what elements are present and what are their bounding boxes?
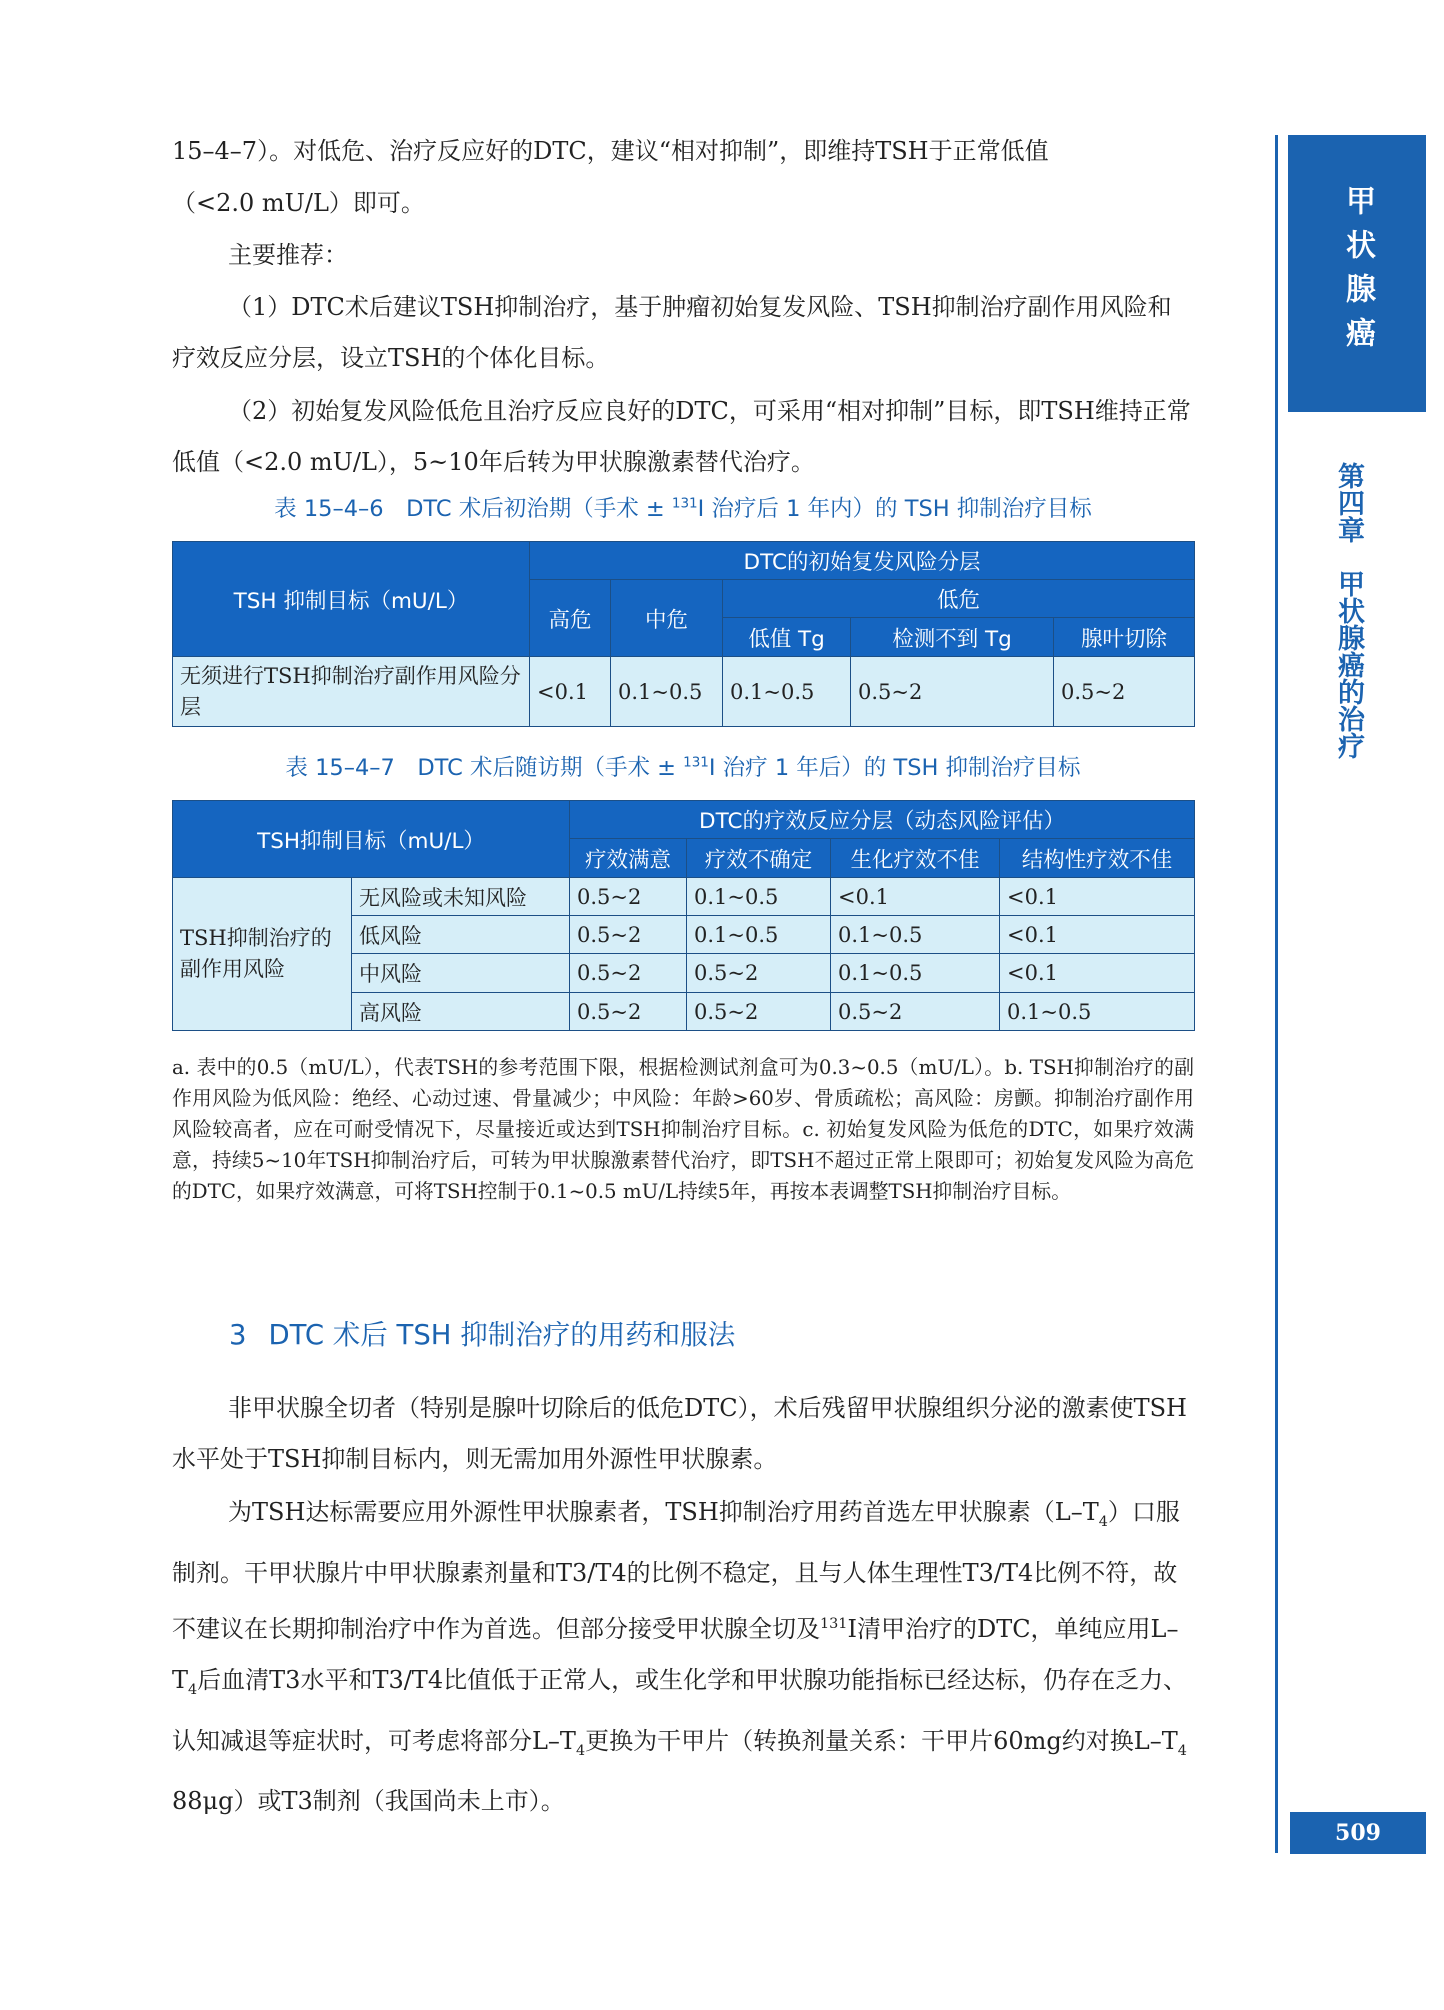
table-cell: <0.1: [831, 878, 1000, 916]
table-cell: 0.1~0.5: [1000, 993, 1195, 1031]
chapter-side-tab: [1288, 135, 1426, 412]
paragraph-1: 非甲状腺全切者（特别是腺叶切除后的低危DTC），术后残留甲状腺组织分泌的激素使TSH水平处于TSH抑制目标内，则无需加用外源性甲状腺素。: [172, 1394, 1187, 1473]
table-cell: 0.5~2: [831, 993, 1000, 1031]
intro-line-1: 15–4–7）。对低危、治疗反应好的DTC，建议“相对抑制”，即维持TSH于正常低值: [172, 137, 1049, 165]
table-cell: 0.1~0.5: [831, 954, 1000, 993]
table-cell: 0.1~0.5: [831, 916, 1000, 954]
table-cell: 0.5~2: [570, 878, 687, 916]
side-tab-title: 甲状腺癌: [1340, 185, 1375, 361]
table-7-target-header: TSH抑制目标（mU/L）: [173, 801, 570, 878]
table-6-caption: 表 15–4–6 DTC 术后初治期（手术 ± $^{131}$I 治疗后 1 年内）的 TSH 抑制治疗目标: [274, 495, 1092, 522]
table-6-row-label: 无须进行TSH抑制治疗副作用风险分层: [173, 657, 530, 727]
table-6-col-high: 高危: [530, 580, 611, 657]
table-cell: 0.5~2: [570, 916, 687, 954]
table-6: [172, 541, 1195, 727]
table-cell: <0.1: [530, 657, 611, 727]
table-cell: 0.1~0.5: [687, 878, 831, 916]
table-cell: 0.1~0.5: [687, 916, 831, 954]
table-7-row-label: 高风险: [352, 993, 570, 1031]
table-footnotes: a. 表中的0.5（mU/L），代表TSH的参考范围下限，根据检测试剂盒可为0.3~0.5（mU/L）。b. TSH抑制治疗的副作用风险为低风险：绝经、心动过速、骨量减少；中风险：年龄>60岁、骨质疏松；高风险：房颤。抑制治疗副作用风险较高者，应在可耐受情况下，尽量接近或达到TSH抑制治疗目标。c. 初始复发风险为低危的DTC，如果疗效满意，持续5~10年TSH抑制治疗后，可转为甲状腺激素替代治疗，即TSH不超过正常上限即可；初始复发风险为高危的DTC，如果疗效满意，可将TSH控制于0.1~0.5 mU/L持续5年，再按本表调整TSH抑制治疗目标。: [172, 1056, 1194, 1203]
recommendations-heading: 主要推荐：: [228, 241, 348, 269]
table-7-row-label: 无风险或未知风险: [352, 878, 570, 916]
table-cell: 0.5~2: [687, 993, 831, 1031]
table-cell: 0.5~2: [851, 657, 1054, 727]
section-number: 3: [229, 1319, 247, 1351]
table-7-row-label: 低风险: [352, 916, 570, 954]
table-cell: 0.5~2: [1054, 657, 1195, 727]
section-title: DTC 术后 TSH 抑制治疗的用药和服法: [268, 1319, 736, 1351]
table-6-sub-low-tg: 低值 Tg: [723, 618, 851, 657]
recommendation-1: （1）DTC术后建议TSH抑制治疗，基于肿瘤初始复发风险、TSH抑制治疗副作用风险和疗效反应分层，设立TSH的个体化目标。: [172, 293, 1172, 372]
section-3-heading: [229, 1312, 735, 1352]
table-cell: 0.5~2: [570, 993, 687, 1031]
chapter-running-title: 第四章 甲状腺癌的治疗: [1333, 462, 1364, 759]
table-7-row-group-label: TSH抑制治疗的副作用风险: [173, 878, 352, 1031]
table-cell: 0.5~2: [687, 954, 831, 993]
paragraph-2: 为TSH达标需要应用外源性甲状腺素者，TSH抑制治疗用药首选左甲状腺素$(L-T_4)$口服制剂。干甲状腺片中甲状腺素剂量和T3/T4的比例不稳定，且与人体生理性T3/T4比例不符，故不建议在长期抑制治疗中作为首选。但部分接受甲状腺全切及$^{131}$I清甲治疗的DTC，单纯应用$L-T_4$后血清T3水平和T3/T4比值低于正常人，或生化学和甲状腺功能指标已经达标，仍存在乏力、认知减退等症状时，可考虑将部分$L-T_4$更换为干甲片（转换剂量关系：干甲片60mg约对换$L-T_4$ 88μg）或T3制剂（我国尚未上市）。: [172, 1498, 1188, 1816]
table-7-caption: 表 15–4–7 DTC 术后随访期（手术 ± $^{131}$I 治疗 1 年后）的 TSH 抑制治疗目标: [285, 754, 1081, 781]
table-cell: 0.1~0.5: [723, 657, 851, 727]
table-6-sub-lobectomy: 腺叶切除: [1054, 618, 1195, 657]
table-cell: <0.1: [1000, 916, 1195, 954]
table-7-col-header: 疗效满意: [570, 839, 687, 878]
intro-line-2: （<2.0 mU/L）即可。: [172, 189, 425, 217]
table-cell: 0.5~2: [570, 954, 687, 993]
table-7-col-header: 结构性疗效不佳: [1000, 839, 1195, 878]
table-7-col-header: 生化疗效不佳: [831, 839, 1000, 878]
table-cell: <0.1: [1000, 954, 1195, 993]
table-6-col-mid: 中危: [611, 580, 723, 657]
recommendation-2: （2）初始复发风险低危且治疗反应良好的DTC，可采用“相对抑制”目标，即TSH维持正常低值（<2.0 mU/L），5~10年后转为甲状腺激素替代治疗。: [172, 397, 1191, 476]
margin-rule: [1275, 135, 1278, 1853]
table-6-col-low: 低危: [723, 580, 1195, 618]
table-7-col-header: 疗效不确定: [687, 839, 831, 878]
page-number: 509: [1290, 1812, 1426, 1854]
table-7-group-header: DTC的疗效反应分层（动态风险评估）: [570, 801, 1195, 839]
table-7-row-label: 中风险: [352, 954, 570, 993]
table-7: [172, 800, 1195, 1031]
table-cell: <0.1: [1000, 878, 1195, 916]
table-6-group-header: DTC的初始复发风险分层: [530, 542, 1195, 580]
table-cell: 0.1~0.5: [611, 657, 723, 727]
table-6-target-header: TSH 抑制目标（mU/L）: [173, 542, 530, 657]
table-6-sub-undetect-tg: 检测不到 Tg: [851, 618, 1054, 657]
